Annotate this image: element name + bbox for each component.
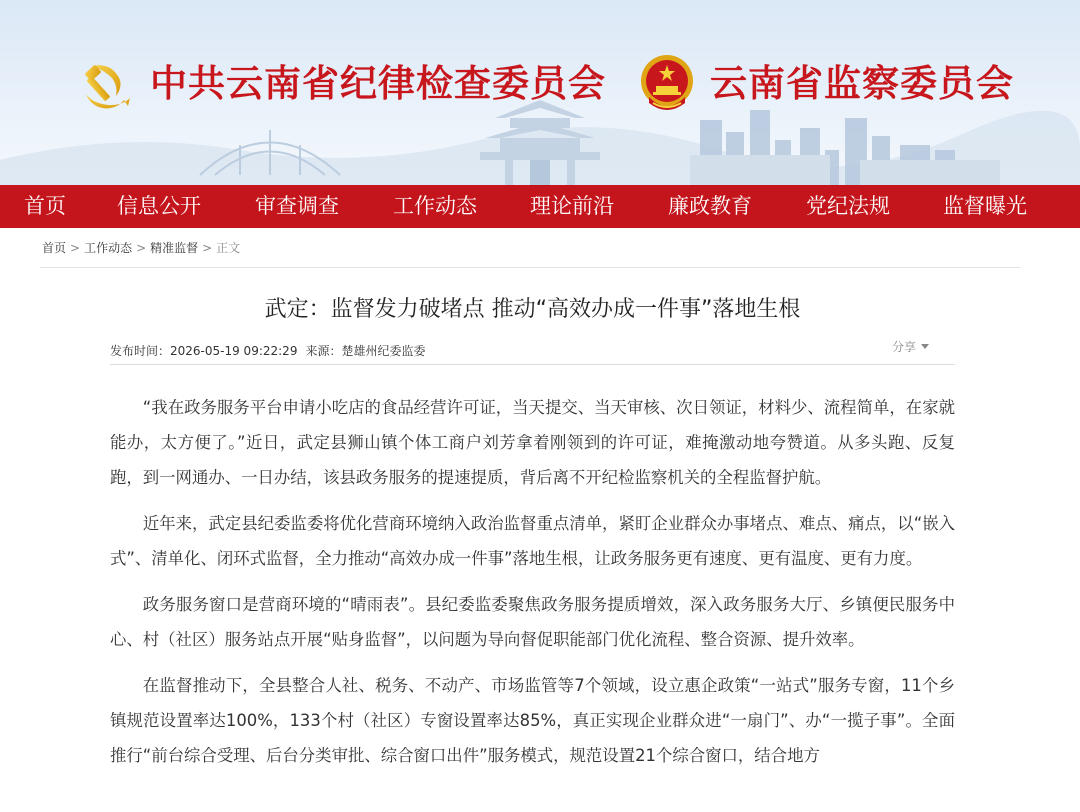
breadcrumb-separator: >: [136, 241, 147, 255]
breadcrumb-precise-supervision[interactable]: 精准监督: [150, 241, 199, 255]
breadcrumb-home[interactable]: 首页: [42, 241, 67, 255]
article-source: 来源：楚雄州纪委监委: [305, 344, 426, 358]
share-label: 分享: [892, 340, 917, 354]
main-nav: [0, 185, 1080, 228]
article-body: [110, 390, 955, 784]
publish-time: 发布时间：2026-05-19 09:22:29: [110, 344, 298, 358]
nav-item-exposure[interactable]: 监督曝光: [943, 194, 1027, 218]
chevron-down-icon: [921, 344, 929, 349]
nav-item-investigation[interactable]: 审查调查: [255, 194, 339, 218]
supervision-commission-title: 云南省监察委员会: [710, 62, 1014, 105]
article-paragraph: 在监督推动下，全县整合人社、税务、不动产、市场监管等7个领域，设立惠企政策“一站式”服务专窗，11个乡镇规范设置率达100%，133个村（社区）专窗设置率达85%，真正实现企业群众进“一扇门”、办“一揽子事”。全面推行“前台综合受理、后台分类审批、综合窗口出件”服务模式，规范设置21个综合窗口，结合地方: [110, 676, 955, 765]
nav-item-theory[interactable]: 理论前沿: [530, 194, 614, 218]
breadcrumb-separator: >: [70, 241, 81, 255]
breadcrumb-current: 正文: [216, 241, 241, 255]
nav-item-party-rules[interactable]: 党纪法规: [806, 194, 890, 218]
breadcrumb-separator: >: [202, 241, 213, 255]
nav-item-info-disclosure[interactable]: 信息公开: [117, 194, 201, 218]
nav-item-integrity-education[interactable]: 廉政教育: [668, 194, 752, 218]
nav-item-work-news[interactable]: 工作动态: [393, 194, 477, 218]
article-title: 武定：监督发力破堵点 推动“高效办成一件事”落地生根: [264, 297, 801, 322]
breadcrumb: [42, 240, 240, 256]
site-banner: [0, 0, 1080, 185]
breadcrumb-work-news[interactable]: 工作动态: [84, 241, 133, 255]
article-meta: [110, 343, 425, 359]
nav-item-home[interactable]: 首页: [24, 194, 66, 218]
national-emblem-icon: [639, 53, 695, 113]
share-button[interactable]: [892, 339, 929, 355]
cpc-commission-title: 中共云南省纪律检查委员会: [150, 62, 606, 105]
article-paragraph: 近年来，武定县纪委监委将优化营商环境纳入政治监督重点清单，紧盯企业群众办事堵点、难点、痛点，以“嵌入式”、清单化、闭环式监督，全力推动“高效办成一件事”落地生根，让政务服务更有速度、更有温度、更有力度。: [110, 514, 955, 568]
meta-divider: [110, 364, 955, 365]
article-paragraph: “我在政务服务平台申请小吃店的食品经营许可证，当天提交、当天审核、次日领证，材料少、流程简单，在家就能办，太方便了。”近日，武定县狮山镇个体工商户刘芳拿着刚领到的许可证，难掩激动地夸赞道。从多头跑、反复跑，到一网通办、一日办结，该县政务服务的提速提质，背后离不开纪检监察机关的全程监督护航。: [110, 398, 955, 487]
article-paragraph: 政务服务窗口是营商环境的“晴雨表”。县纪委监委聚焦政务服务提质增效，深入政务服务大厅、乡镇便民服务中心、村（社区）服务站点开展“贴身监督”，以问题为导向督促职能部门优化流程、整合资源、提升效率。: [110, 595, 955, 649]
breadcrumb-divider: [40, 267, 1020, 268]
party-emblem-icon: [78, 56, 134, 112]
